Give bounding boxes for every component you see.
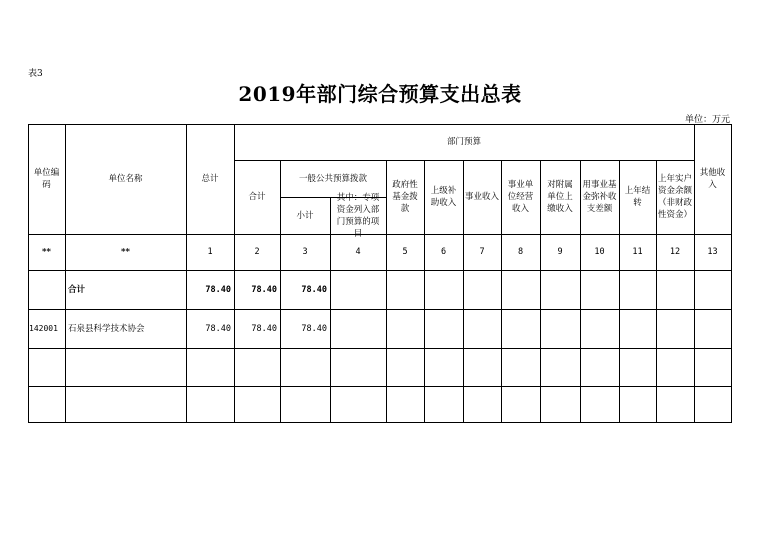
header-total: 总计 (201, 174, 219, 184)
header-affiliated-income: 对附属单位上缴收入 (547, 180, 573, 214)
header-prev-year-funds: 上年实户资金余额（非财政性资金） (658, 174, 693, 220)
index-cell: 9 (557, 247, 563, 257)
unit-label: 单位：万元 (684, 115, 730, 125)
header-carry-over: 上年结转 (624, 186, 651, 208)
index-cell: ** (42, 247, 51, 257)
row-heji: 78.40 (251, 323, 277, 334)
index-cell: 13 (707, 247, 718, 257)
header-business-income: 事业收入 (465, 192, 500, 202)
row-xiaoji: 78.40 (301, 284, 327, 295)
header-xiaoji: 小计 (296, 210, 314, 221)
header-gov-fund: 政府性基金拨款 (392, 180, 418, 214)
header-upper-subsidy: 上级补助收入 (430, 186, 457, 208)
header-special-funds: 其中：专项资金列入部门预算的项目 (336, 192, 380, 239)
index-cell: 7 (479, 247, 485, 257)
index-cell: 8 (517, 247, 524, 257)
index-cell: ** (121, 247, 130, 257)
header-unit-name: 单位名称 (108, 174, 143, 184)
index-cell: 2 (254, 247, 260, 257)
index-cell: 4 (355, 247, 361, 257)
header-operating-income: 事业单位经营收入 (507, 180, 534, 214)
header-fund-make-up: 用事业基金弥补收支差额 (582, 180, 617, 214)
row-code (28, 270, 65, 309)
row-xiaoji: 78.40 (301, 323, 327, 334)
row-total: 78.40 (205, 284, 231, 295)
row-name: 合计 (68, 284, 86, 295)
header-other-income: 其他收入 (699, 168, 726, 190)
row-name: 石泉县科学技术协会 (68, 323, 145, 334)
index-cell: 11 (632, 247, 643, 257)
index-cell: 1 (207, 247, 213, 257)
index-cell: 5 (402, 247, 408, 257)
header-unit-code: 单位编码 (33, 168, 60, 190)
index-cell: 10 (594, 247, 605, 257)
row-code: 142001 (29, 323, 58, 333)
page-title: 2019年部门综合预算支出总表 (238, 82, 522, 106)
header-heji: 合计 (248, 192, 266, 202)
header-dept-budget: 部门预算 (446, 137, 481, 147)
row-heji: 78.40 (251, 284, 277, 295)
index-cell: 3 (302, 247, 308, 257)
row-total: 78.40 (205, 323, 231, 334)
index-cell: 6 (440, 247, 447, 257)
header-general-public: 一般公共预算拨款 (298, 173, 367, 184)
table-number-label: 表3 (28, 69, 43, 79)
index-cell: 12 (669, 247, 681, 257)
